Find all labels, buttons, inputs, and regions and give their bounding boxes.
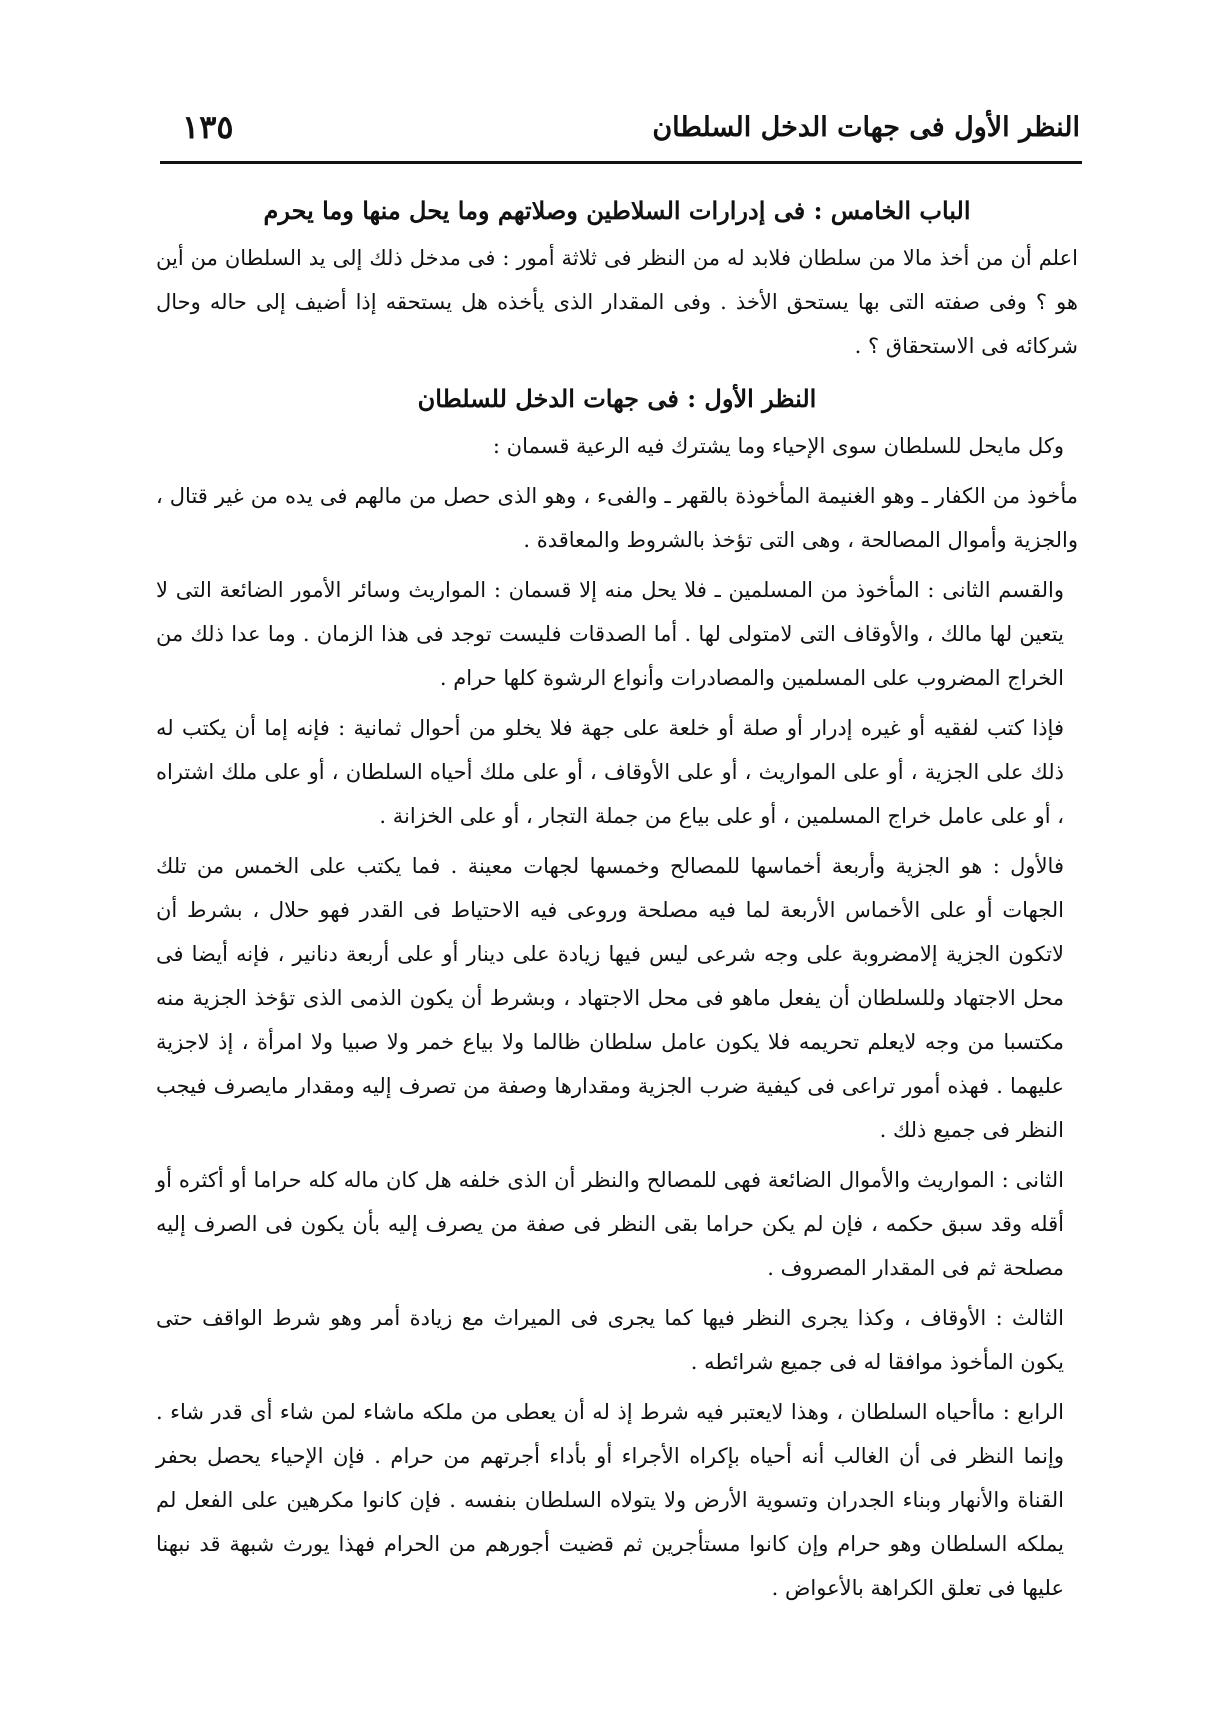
chapter-heading: الباب الخامس : فى إدرارات السلاطين وصلاتهم وما يحل منها وما يحرم [263,196,971,225]
paragraph: الثانى : المواريث والأموال الضائعة فهى للمصالح والنظر أن الذى خلفه هل كان ماله كله حراما أو أكثره أو أقله وقد سبق حكمه ، فإن لم يكن حراما بقى النظر فى صفة من يصرف إليه بأن يكون فى الصرف إليه مصلحة ثم فى المقدار المصروف . [156,1168,1064,1280]
running-title: النظر الأول فى جهات الدخل السلطان [652,112,1080,143]
header-rule [160,161,1082,164]
paragraph: مأخوذ من الكفار ـ وهو الغنيمة المأخوذة بالقهر ـ والفىء ، وهو الذى حصل من مالهم فى يده من غير قتال ، والجزية وأموال المصالحة ، وهى التى تؤخذ بالشروط والمعاقدة . [156,484,1078,552]
paragraph: فإذا كتب لفقيه أو غيره إدرار أو صلة أو خلعة على جهة فلا يخلو من أحوال ثمانية : فإنه إما أن يكتب له ذلك على الجزية ، أو على المواريث ، أو على الأوقاف ، أو على ملك أحياه السلطان ، أو على ملك اشتراه ، أو على عامل خراج المسلمين ، أو على بياع من جملة التجار ، أو على الخزانة . [156,716,1064,828]
paragraph: وكل مايحل للسلطان سوى الإحياء وما يشترك فيه الرعية قسمان : [492,434,1064,458]
paragraph-intro: اعلم أن من أخذ مالا من سلطان فلابد له من النظر فى ثلاثة أمور : فى مدخل ذلك إلى يد السلطان من أين هو ؟ وفى صفته التى بها يستحق الأخذ . وفى المقدار الذى يأخذه هل يستحقه إذا أضيف إلى حاله وحال شركائه فى الاستحقاق ؟ . [156,246,1078,358]
page-number: ١٣٥ [182,108,234,146]
paragraph: الثالث : الأوقاف ، وكذا يجرى النظر فيها كما يجرى فى الميراث مع زيادة أمر وهو شرط الواقف حتى يكون المأخوذ موافقا له فى جميع شرائطه . [156,1306,1064,1374]
paragraph: والقسم الثانى : المأخوذ من المسلمين ـ فلا يحل منه إلا قسمان : المواريث وسائر الأمور الضائعة التى لا يتعين لها مالك ، والأوقاف التى لامتولى لها . أما الصدقات فليست توجد فى هذا الزمان . وما عدا ذلك من الخراج المضروب على المسلمين والمصادرات وأنواع الرشوة كلها حرام . [156,578,1064,690]
section-heading: النظر الأول : فى جهات الدخل للسلطان [417,384,817,413]
page-header [160,108,1080,158]
paragraph: الرابع : ماأحياه السلطان ، وهذا لايعتبر فيه شرط إذ له أن يعطى من ملكه ماشاء لمن شاء أى قدر شاء . وإنما النظر فى أن الغالب أنه أحياه بإكراه الأجراء أو بأداء أجرتهم من حرام . فإن الإحياء يحصل بحفر القناة والأنهار وبناء الجدران وتسوية الأرض ولا يتولاه السلطان بنفسه . فإن كانوا مكرهين على الفعل لم يملكه السلطان وهو حرام وإن كانوا مستأجرين ثم قضيت أجورهم من الحرام فهذا يورث شبهة قد نبهنا عليها فى تعلق الكراهة بالأعواض . [156,1400,1064,1600]
page-body [156,186,1078,1616]
paragraph: فالأول : هو الجزية وأربعة أخماسها للمصالح وخمسها لجهات معينة . فما يكتب على الخمس من تلك الجهات أو على الأخماس الأربعة لما فيه مصلحة وروعى فيه الاحتياط فى القدر فهو حلال ، بشرط أن لاتكون الجزية إلامضروبة على وجه شرعى ليس فيها زيادة على دينار أو على أربعة دنانير ، فإنه أيضا فى محل الاجتهاد وللسلطان أن يفعل ماهو فى محل الاجتهاد ، وبشرط أن يكون الذمى الذى تؤخذ الجزية منه مكتسبا من وجه لايعلم تحريمه فلا يكون عامل سلطان ظالما ولا بياع خمر ولا صبيا ولا امرأة ، إذ لاجزية عليهما . فهذه أمور تراعى فى كيفية ضرب الجزية ومقدارها وصفة من تصرف إليه ومقدار مايصرف فيجب النظر فى جميع ذلك . [156,854,1064,1142]
